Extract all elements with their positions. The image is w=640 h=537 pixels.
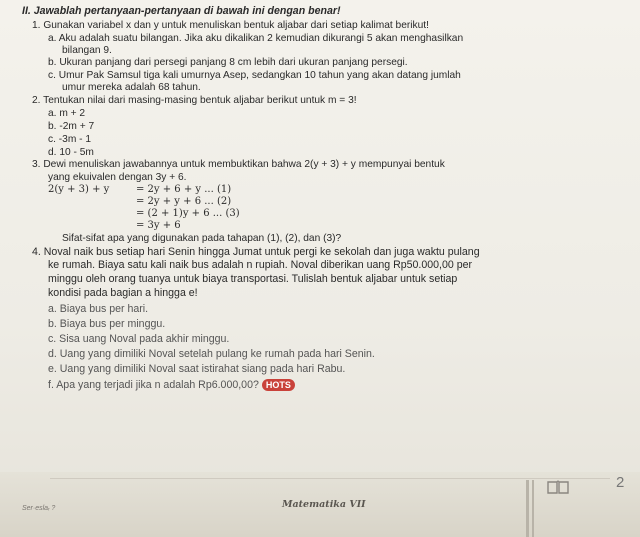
q3-step1-lhs: 2(y + 3) + y [48,184,110,195]
page-number: 2 [616,474,625,491]
q1-a-line2: bilangan 9. [62,45,112,56]
q2-c: c. -3m - 1 [48,134,92,145]
q1-c-line1: c. Umur Pak Samsul tiga kali umurnya Asep, sedangkan 10 tahun yang akan datang jumlah [48,70,461,81]
hots-badge: HOTS [262,379,295,391]
q1-c-line2: umur mereka adalah 68 tahun. [62,82,201,93]
q4-line2: ke rumah. Biaya satu kali naik bus adalah n rupiah. Noval diberikan uang Rp50.000,00 per [48,259,473,271]
footer-subject-title: Matematika VII [282,499,366,510]
q4-f [48,379,295,391]
q3-stem-line2: yang ekuivalen dengan 3y + 6. [48,172,187,183]
q4-e: e. Uang yang dimiliki Noval saat istirahat siang pada hari Rabu. [48,363,346,375]
q3-step1-rhs: = 2y + 6 + y ... (1) [136,184,232,195]
q4-line4: kondisi pada bagian a hingga e! [48,287,198,299]
section-heading: II. Jawablah pertanyaan-pertanyaan di bawah ini dengan benar! [22,5,341,17]
q4-a: a. Biaya bus per hari. [48,303,149,315]
q4-line1: 4. Noval naik bus setiap hari Senin hingga Jumat untuk pergi ke sekolah dan juga waktu pulang [32,246,480,258]
q3-step4: = 3y + 6 [136,220,181,231]
q4-line3: minggu oleh orang tuanya untuk biaya transportasi. Tulislah bentuk aljabar untuk setiap [48,273,458,285]
q4-c: c. Sisa uang Noval pada akhir minggu. [48,333,230,345]
q2-a: a. m + 2 [48,108,86,119]
footer-stripe [532,480,534,537]
book-icon [546,479,572,497]
q2-d: d. 10 - 5m [48,147,94,158]
footer-divider [50,478,610,479]
footer-left-text: Ser·eslaᵣ ? [22,505,56,512]
q4-b: b. Biaya bus per minggu. [48,318,166,330]
q2-stem: 2. Tentukan nilai dari masing-masing bentuk aljabar berikut untuk m = 3! [32,95,357,106]
q2-b: b. -2m + 7 [48,121,95,132]
q1-b: b. Ukuran panjang dari persegi panjang 8 cm lebih dari ukuran panjang persegi. [48,57,408,68]
q1-a-line1: a. Aku adalah suatu bilangan. Jika aku dikalikan 2 kemudian dikurangi 5 akan menghasilkan [48,33,464,44]
q4-d: d. Uang yang dimiliki Noval setelah pulang ke rumah pada hari Senin. [48,348,375,360]
q3-stem: 3. Dewi menuliskan jawabannya untuk membuktikan bahwa 2(y + 3) + y mempunyai bentuk [32,159,445,170]
q3-step3: = (2 + 1)y + 6 ... (3) [136,208,240,219]
footer-stripe [526,480,529,537]
q4-f-text: f. Apa yang terjadi jika n adalah Rp6.000,00? [48,379,259,391]
q3-question: Sifat-sifat apa yang digunakan pada tahapan (1), (2), dan (3)? [62,233,342,244]
q3-step2: = 2y + y + 6 ... (2) [136,196,232,207]
q1-stem: 1. Gunakan variabel x dan y untuk menuliskan bentuk aljabar dari setiap kalimat berikut! [32,20,429,31]
